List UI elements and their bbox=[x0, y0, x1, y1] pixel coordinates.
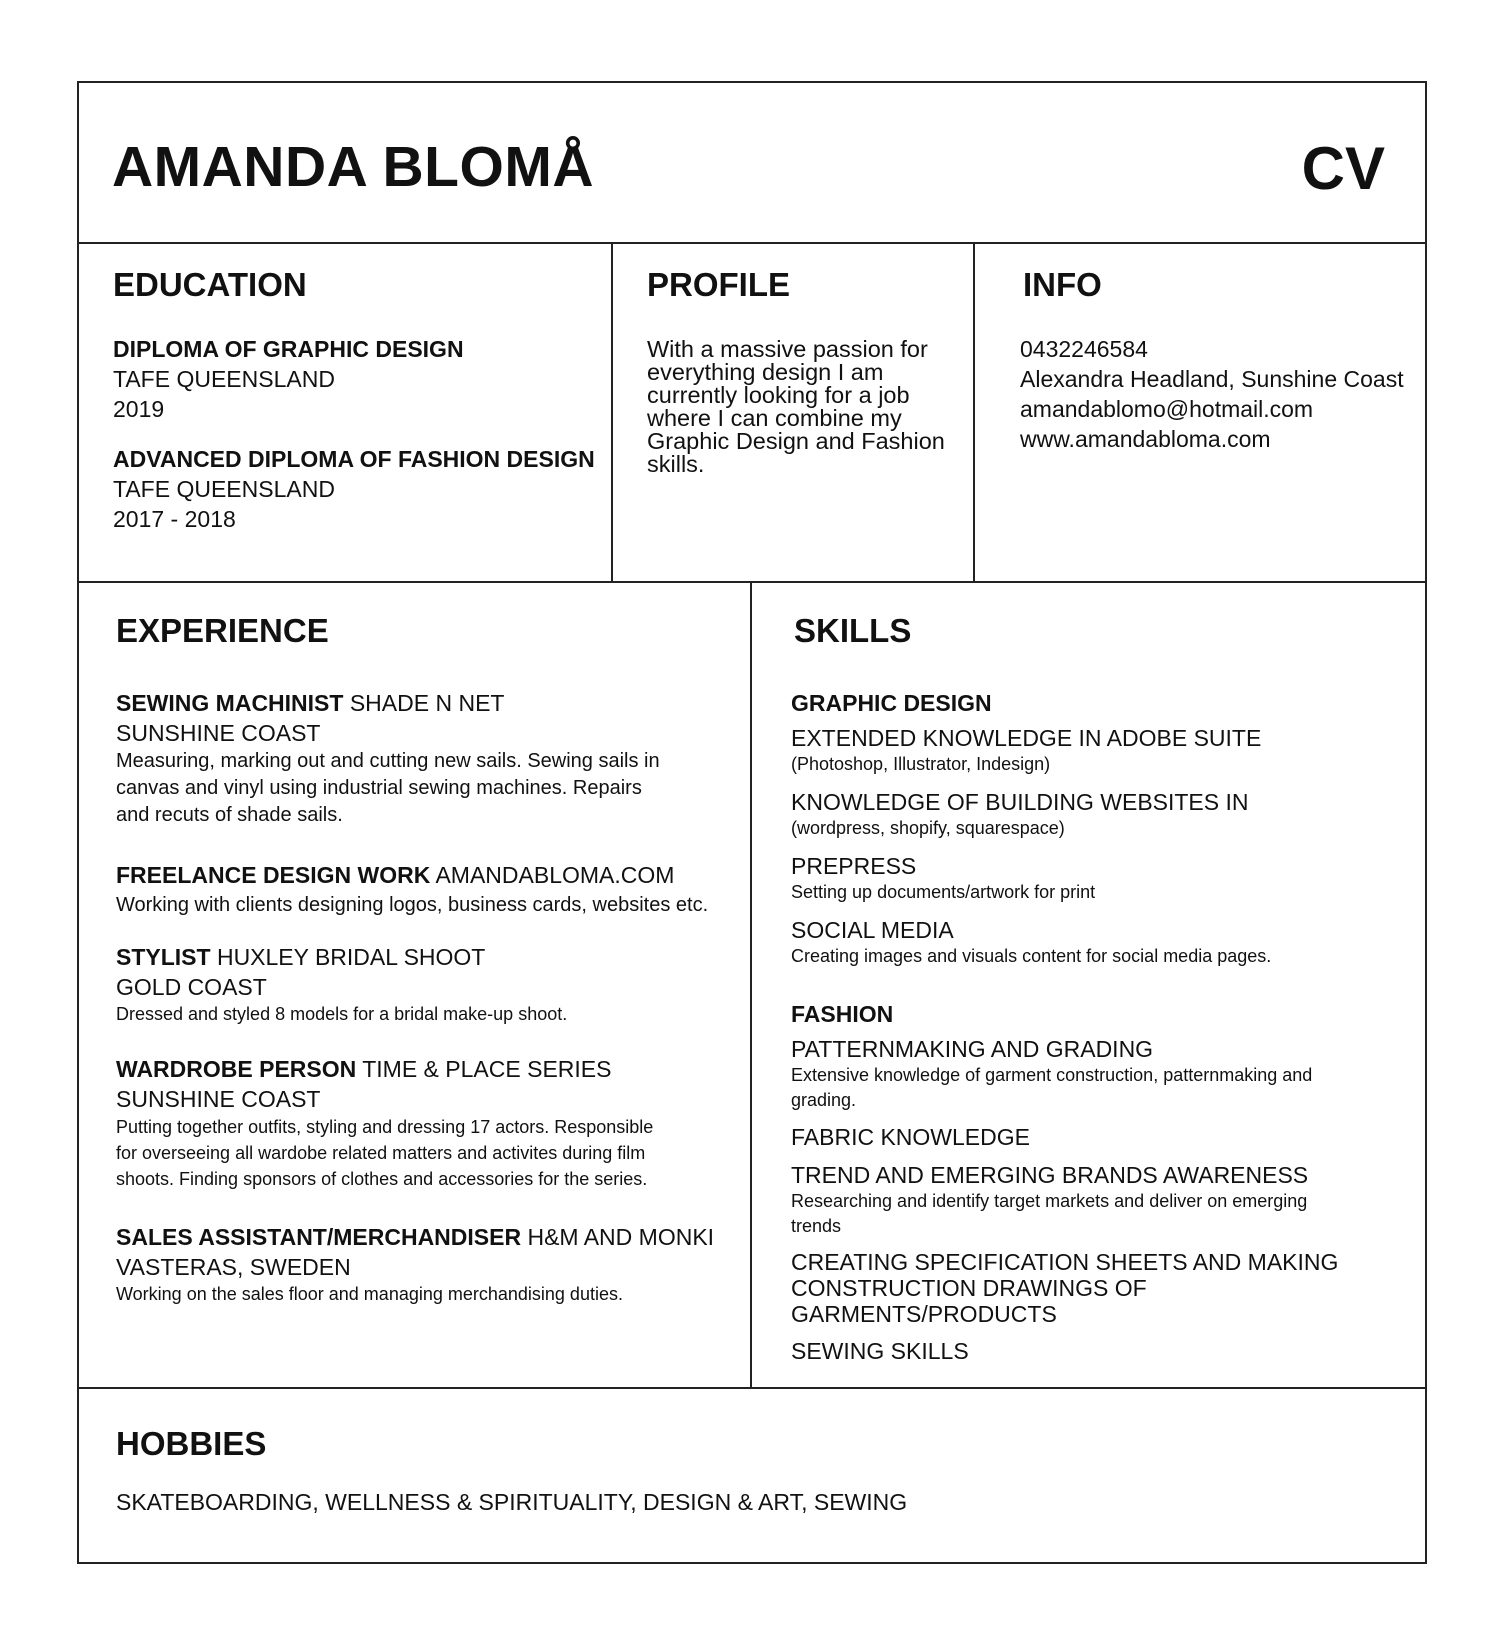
skills-graphic-design bbox=[791, 688, 1391, 968]
job-description bbox=[116, 1282, 714, 1306]
skill-title: SEWING SKILLS bbox=[791, 1338, 969, 1364]
education-title: EDUCATION bbox=[113, 266, 307, 303]
skill-title: PREPRESS bbox=[791, 853, 917, 879]
skill-title: EXTENDED KNOWLEDGE IN ADOBE SUITE bbox=[791, 725, 1262, 751]
skill-item bbox=[791, 852, 1391, 904]
job-role: SEWING MACHINIST bbox=[116, 690, 344, 716]
education-school: TAFE QUEENSLAND bbox=[113, 366, 335, 392]
education-degree: ADVANCED DIPLOMA OF FASHION DESIGN bbox=[113, 446, 595, 472]
experience-job bbox=[116, 1054, 653, 1192]
job-company: TIME & PLACE SERIES bbox=[356, 1056, 612, 1082]
education-years: 2019 bbox=[113, 396, 165, 422]
divider-top-row bbox=[77, 581, 1427, 583]
education-school: TAFE QUEENSLAND bbox=[113, 476, 335, 502]
experience-job bbox=[116, 860, 708, 919]
profile-line: With a massive passion for bbox=[647, 336, 928, 362]
skill-detail: Extensive knowledge of garment construction, patternmaking and grading. bbox=[791, 1065, 1313, 1110]
cv-label: CV bbox=[1301, 135, 1385, 202]
skill-title: SOCIAL MEDIA bbox=[791, 917, 954, 943]
skill-detail: Researching and identify target markets and deliver on emerging trends bbox=[791, 1191, 1308, 1236]
job-company: SHADE N NET bbox=[343, 690, 505, 716]
job-role: STYLIST bbox=[116, 944, 211, 970]
job-description-line: shoots. Finding sponsors of clothes and accessories for the series. bbox=[116, 1169, 648, 1189]
skill-detail: Creating images and visuals content for social media pages. bbox=[791, 946, 1272, 966]
profile-line: currently looking for a job bbox=[647, 382, 910, 408]
job-company: H&M AND MONKI bbox=[521, 1224, 715, 1250]
profile-title: PROFILE bbox=[647, 266, 791, 303]
divider-header bbox=[77, 242, 1427, 244]
skill-item bbox=[791, 724, 1391, 776]
job-description-line: Measuring, marking out and cutting new sails. Sewing sails in bbox=[116, 750, 660, 772]
skills-category-heading: GRAPHIC DESIGN bbox=[791, 690, 992, 716]
profile-line: where I can combine my bbox=[647, 405, 902, 431]
experience-job bbox=[116, 942, 567, 1026]
job-description bbox=[116, 748, 660, 829]
job-description-line: Working on the sales floor and managing merchandising duties. bbox=[116, 1284, 623, 1304]
info-title: INFO bbox=[1023, 266, 1102, 303]
skill-detail: (wordpress, shopify, squarespace) bbox=[791, 818, 1065, 838]
profile-line: skills. bbox=[647, 451, 705, 477]
profile-line: everything design I am bbox=[647, 359, 884, 385]
job-role: WARDROBE PERSON bbox=[116, 1056, 357, 1082]
skill-title: FABRIC KNOWLEDGE bbox=[791, 1124, 1030, 1150]
info-phone: 0432246584 bbox=[1020, 336, 1148, 362]
experience-job bbox=[116, 1222, 714, 1306]
experience-title: EXPERIENCE bbox=[116, 612, 329, 649]
skill-title: CREATING SPECIFICATION SHEETS AND MAKING CONSTRUCTION DRAWINGS OF GARMENTS/PRODUCTS bbox=[791, 1249, 1339, 1327]
skill-item bbox=[791, 788, 1391, 840]
job-place: VASTERAS, SWEDEN bbox=[116, 1254, 351, 1280]
profile-text bbox=[647, 338, 945, 476]
job-company: HUXLEY BRIDAL SHOOT bbox=[210, 944, 486, 970]
job-company: AMANDABLOMA.COM bbox=[430, 862, 675, 888]
skill-item bbox=[791, 1035, 1391, 1113]
skill-detail: (Photoshop, Illustrator, Indesign) bbox=[791, 754, 1051, 774]
divider-education-profile bbox=[611, 242, 613, 582]
job-description-line: Working with clients designing logos, business cards, websites etc. bbox=[116, 894, 709, 916]
job-place: GOLD COAST bbox=[116, 974, 267, 1000]
skills-category-heading: FASHION bbox=[791, 1001, 894, 1027]
candidate-name: AMANDA BLOMÅ bbox=[112, 135, 594, 199]
job-place: SUNSHINE COAST bbox=[116, 1086, 321, 1112]
info-location: Alexandra Headland, Sunshine Coast bbox=[1020, 366, 1404, 392]
profile-line: Graphic Design and Fashion bbox=[647, 428, 945, 454]
education-years: 2017 - 2018 bbox=[113, 506, 236, 532]
skills-fashion bbox=[791, 999, 1391, 1365]
skill-item bbox=[791, 1161, 1391, 1239]
experience-job bbox=[116, 688, 660, 829]
job-description-line: Dressed and styled 8 models for a bridal make-up shoot. bbox=[116, 1004, 568, 1024]
job-description bbox=[116, 1114, 653, 1192]
job-place: SUNSHINE COAST bbox=[116, 720, 321, 746]
skill-title: PATTERNMAKING AND GRADING bbox=[791, 1036, 1154, 1062]
job-description-line: canvas and vinyl using industrial sewing machines. Repairs bbox=[116, 777, 642, 799]
job-description-line: for overseeing all wardobe related matters and activites during film bbox=[116, 1143, 646, 1163]
info-email: amandablomo@hotmail.com bbox=[1020, 396, 1314, 422]
job-description-line: and recuts of shade sails. bbox=[116, 804, 343, 826]
education-degree: DIPLOMA OF GRAPHIC DESIGN bbox=[113, 336, 464, 362]
job-description-line: Putting together outfits, styling and dressing 17 actors. Responsible bbox=[116, 1117, 654, 1137]
skill-title: KNOWLEDGE OF BUILDING WEBSITES IN bbox=[791, 789, 1249, 815]
skill-item bbox=[791, 1123, 1391, 1151]
job-description bbox=[116, 892, 708, 919]
info-website: www.amandabloma.com bbox=[1020, 426, 1271, 452]
job-role: SALES ASSISTANT/MERCHANDISER bbox=[116, 1224, 522, 1250]
info-contact bbox=[1020, 334, 1404, 454]
hobbies-title: HOBBIES bbox=[116, 1425, 267, 1462]
skill-detail: Setting up documents/artwork for print bbox=[791, 882, 1096, 902]
education-item bbox=[113, 444, 595, 534]
job-description bbox=[116, 1002, 567, 1026]
divider-profile-info bbox=[973, 242, 975, 582]
skill-title: TREND AND EMERGING BRANDS AWARENESS bbox=[791, 1162, 1309, 1188]
hobbies-text: SKATEBOARDING, WELLNESS & SPIRITUALITY, DESIGN & ART, SEWING bbox=[116, 1489, 908, 1515]
skills-title: SKILLS bbox=[794, 612, 912, 649]
education-item bbox=[113, 334, 464, 424]
skill-item bbox=[791, 916, 1391, 968]
divider-experience-skills bbox=[750, 581, 752, 1388]
divider-hobbies bbox=[77, 1387, 1427, 1389]
job-role: FREELANCE DESIGN WORK bbox=[116, 862, 431, 888]
